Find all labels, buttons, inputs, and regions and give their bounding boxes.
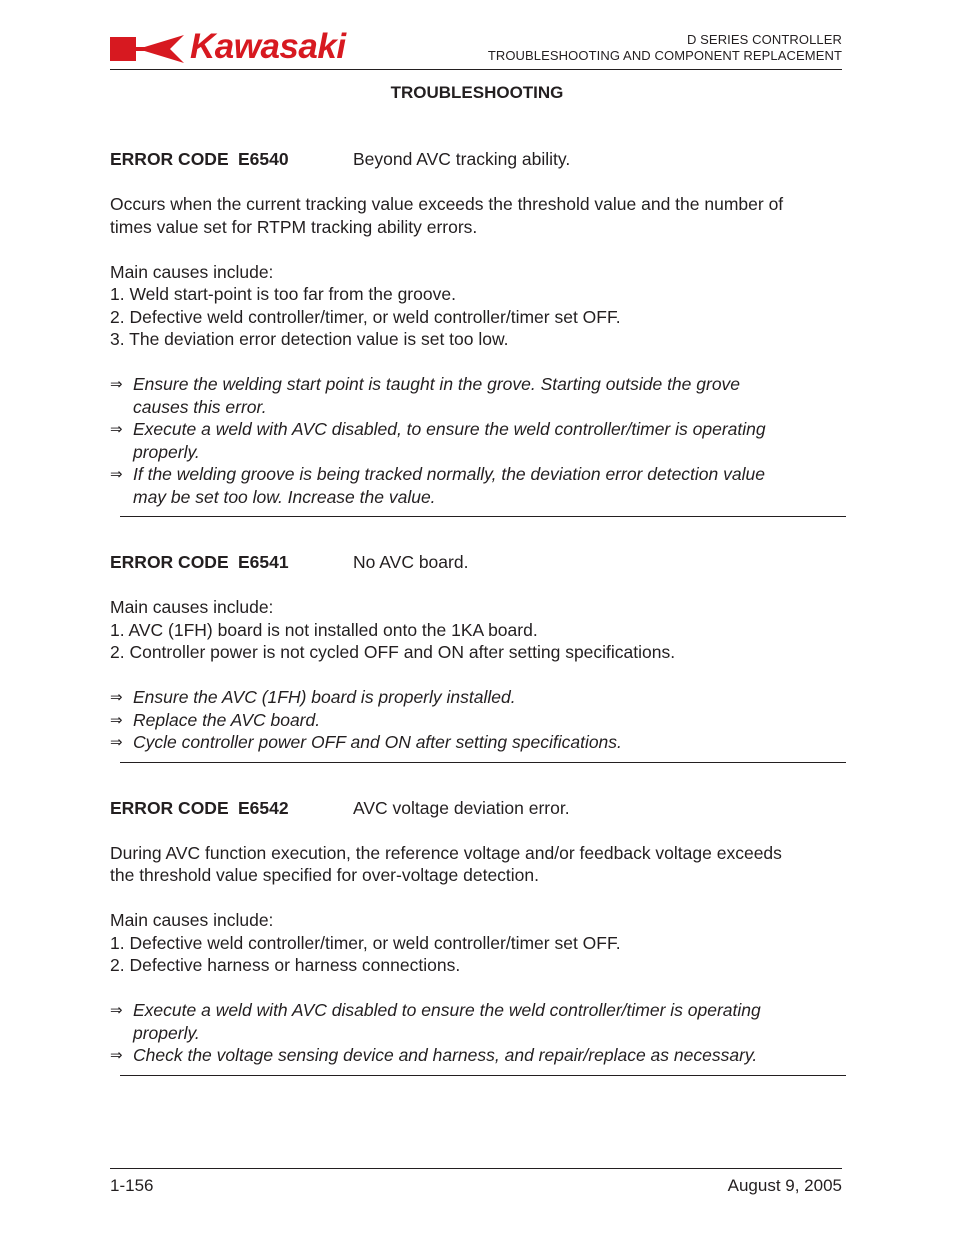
error-title: AVC voltage deviation error. [353, 797, 570, 818]
cause-item: 3. The deviation error detection value is set too low. [110, 329, 509, 349]
cause-item: 2. Controller power is not cycled OFF and ON after setting specifications. [110, 642, 676, 662]
error-title: No AVC board. [353, 552, 469, 572]
remedy-item [110, 709, 842, 732]
section-separator [120, 762, 846, 763]
error-heading [110, 551, 842, 574]
error-block-e6542 [110, 797, 842, 1076]
section-separator [120, 516, 846, 517]
error-description-line: the threshold value specified for over-voltage detection. [110, 865, 540, 885]
error-description-line: times value set for RTPM tracking ability errors. [110, 216, 478, 237]
error-code-label: ERROR CODE [110, 149, 229, 169]
remedy-line: may be set too low. Increase the value. [133, 486, 436, 507]
cause-item: 1. Defective weld controller/timer, or weld controller/timer set OFF. [110, 932, 621, 953]
cause-item: 2. Defective harness or harness connections. [110, 955, 461, 975]
remedy-line: properly. [133, 441, 200, 462]
error-block-e6541 [110, 551, 842, 763]
remedy-line: Ensure the welding start point is taught in the grove. Starting outside the grove [133, 374, 741, 394]
remedy-line: Ensure the AVC (1FH) board is properly installed. [133, 687, 516, 707]
running-header [488, 32, 842, 64]
remedy-line: If the welding groove is being tracked normally, the deviation error detection value [133, 464, 765, 484]
kawasaki-logo [110, 27, 390, 66]
remedy-line: causes this error. [133, 396, 267, 417]
spacer [110, 171, 842, 194]
remedy-text [133, 731, 622, 754]
arrow-icon: ⇒ [110, 1001, 123, 1019]
cause-item: 1. AVC (1FH) board is not installed onto the 1KA board. [110, 619, 538, 640]
error-title: Beyond AVC tracking ability. [353, 149, 571, 169]
error-heading [110, 148, 842, 171]
spacer [110, 238, 842, 261]
spacer [110, 664, 842, 687]
remedy-text [133, 686, 516, 709]
arrow-icon: ⇒ [110, 1046, 123, 1064]
error-code: E6542 [238, 797, 289, 818]
remedy-text [133, 373, 740, 418]
spacer [110, 574, 842, 597]
arrow-icon: ⇒ [110, 688, 123, 706]
error-block-e6540 [110, 148, 842, 517]
page-content [110, 148, 842, 1076]
remedy-item [110, 1044, 842, 1067]
cause-item: 1. Weld start-point is too far from the groove. [110, 284, 456, 304]
header-subtitle: TROUBLESHOOTING AND COMPONENT REPLACEMENT [487, 48, 842, 63]
header-rule [110, 69, 842, 70]
remedy-text [133, 418, 766, 463]
remedy-line: Cycle controller power OFF and ON after setting specifications. [133, 732, 622, 752]
remedy-text [133, 999, 761, 1044]
error-heading [110, 797, 842, 820]
header-series: D SERIES CONTROLLER [686, 32, 842, 47]
spacer [110, 887, 842, 910]
arrow-icon: ⇒ [110, 465, 123, 483]
error-code-label: ERROR CODE [110, 552, 229, 572]
remedy-text [133, 1044, 757, 1067]
remedy-line: Execute a weld with AVC disabled to ensure the weld controller/timer is operating [133, 1000, 761, 1020]
remedy-item [110, 999, 842, 1044]
arrow-icon: ⇒ [110, 710, 123, 729]
remedy-line: Check the voltage sensing device and harness, and repair/replace as necessary. [133, 1045, 758, 1065]
kawasaki-river-mark-icon [110, 33, 188, 65]
causes-heading: Main causes include: [110, 597, 274, 617]
footer-rule [110, 1168, 842, 1169]
remedy-text [133, 709, 320, 732]
spacer [110, 351, 842, 374]
remedy-item [110, 731, 842, 754]
remedy-line: properly. [133, 1022, 200, 1043]
remedy-line: Execute a weld with AVC disabled, to ensure the weld controller/timer is operating [133, 419, 766, 439]
remedy-line: Replace the AVC board. [133, 709, 321, 730]
error-description-line: Occurs when the current tracking value exceeds the threshold value and the number of [110, 194, 784, 214]
causes-heading: Main causes include: [110, 261, 274, 282]
section-separator [120, 1075, 846, 1076]
arrow-icon: ⇒ [110, 375, 123, 393]
error-description-line: During AVC function execution, the reference voltage and/or feedback voltage exceeds [110, 842, 782, 863]
section-title: TROUBLESHOOTING [390, 83, 564, 102]
arrow-icon: ⇒ [110, 733, 123, 751]
remedy-item [110, 463, 842, 508]
spacer [110, 819, 842, 842]
remedy-text [133, 463, 765, 508]
logo-wordmark: Kawasaki [190, 27, 346, 66]
spacer [110, 977, 842, 1000]
remedy-item [110, 686, 842, 709]
error-code: E6540 [238, 149, 289, 169]
causes-heading: Main causes include: [110, 910, 274, 930]
remedy-item [110, 373, 842, 418]
arrow-icon: ⇒ [110, 420, 123, 438]
publication-date: August 9, 2005 [727, 1176, 842, 1195]
error-code-label: ERROR CODE [110, 797, 229, 818]
remedy-item [110, 418, 842, 463]
cause-item: 2. Defective weld controller/timer, or weld controller/timer set OFF. [110, 306, 621, 327]
page-number: 1-156 [110, 1176, 154, 1195]
error-code: E6541 [238, 552, 289, 572]
